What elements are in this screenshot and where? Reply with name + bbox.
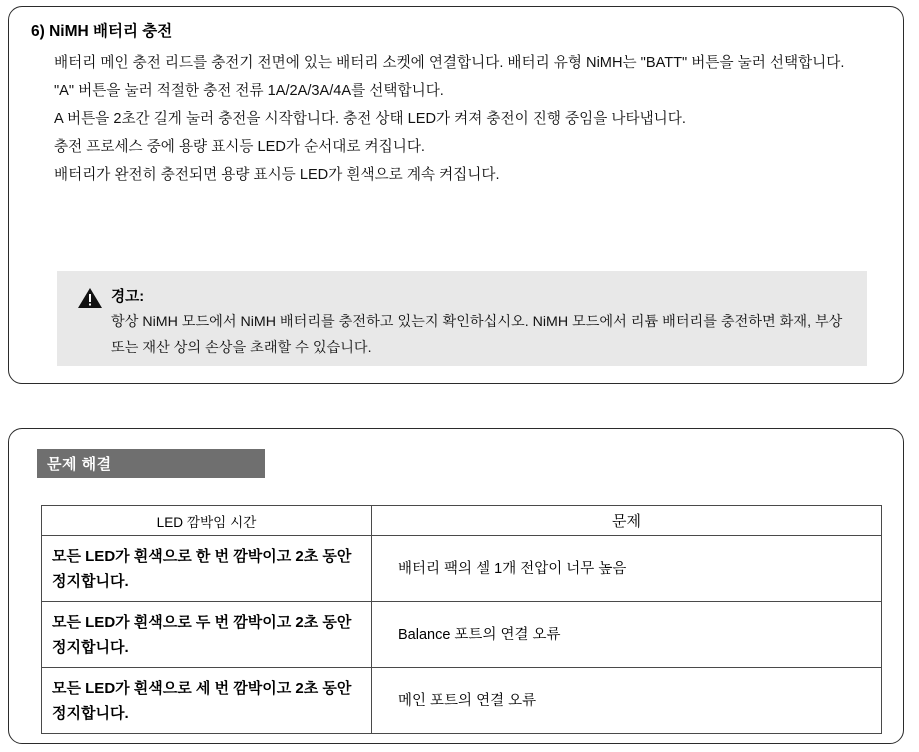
warning-title: 경고: <box>111 289 145 305</box>
table-row <box>42 536 882 602</box>
instruction-line: 충전 프로세스 중에 용량 표시등 LED가 순서대로 켜집니다. <box>54 139 425 155</box>
instruction-line: A 버튼을 2초간 길게 눌러 충전을 시작합니다. 충전 상태 LED가 켜져 충전이 진행 중임을 나타냅니다. <box>54 111 686 127</box>
warning-text: 항상 NiMH 모드에서 NiMH 배터리를 충전하고 있는지 확인하십시오. NiMH 모드에서 리튬 배터리를 충전하면 화재, 부상 또는 재산 상의 손상을 초래할 수 있습니다. <box>111 314 843 356</box>
troubleshooting-table <box>41 505 882 734</box>
instruction-line: 배터리가 완전히 충전되면 용량 표시등 LED가 흰색으로 계속 켜집니다. <box>54 167 500 183</box>
instruction-line: "A" 버튼을 눌러 적절한 충전 전류 1A/2A/3A/4A를 선택합니다. <box>54 83 444 99</box>
warning-triangle-icon <box>77 287 103 309</box>
troubleshooting-panel <box>8 428 904 744</box>
cell-led-pattern: 모든 LED가 흰색으로 두 번 깜박이고 2초 동안 정지합니다. <box>42 602 372 668</box>
cell-problem: 배터리 팩의 셀 1개 전압이 너무 높음 <box>372 536 882 602</box>
warning-box <box>57 271 867 366</box>
instruction-line: 배터리 메인 충전 리드를 충전기 전면에 있는 배터리 소켓에 연결합니다. 배터리 유형 NiMH는 "BATT" 버튼을 눌러 선택합니다. <box>54 55 845 71</box>
cell-problem: 메인 포트의 연결 오류 <box>372 668 882 734</box>
troubleshooting-title-bar <box>37 449 265 478</box>
nimh-charging-panel <box>8 6 904 384</box>
table-row <box>42 668 882 734</box>
section-heading: 6) NiMH 배터리 충전 <box>31 23 173 40</box>
column-header-led: LED 깜박임 시간 <box>42 506 372 536</box>
column-header-problem: 문제 <box>372 506 882 536</box>
cell-led-pattern: 모든 LED가 흰색으로 한 번 깜박이고 2초 동안 정지합니다. <box>42 536 372 602</box>
instruction-list <box>54 49 884 189</box>
table-row <box>42 602 882 668</box>
cell-led-pattern: 모든 LED가 흰색으로 세 번 깜박이고 2초 동안 정지합니다. <box>42 668 372 734</box>
cell-problem: Balance 포트의 연결 오류 <box>372 602 882 668</box>
troubleshooting-title: 문제 해결 <box>47 456 112 473</box>
table-header-row <box>42 506 882 536</box>
